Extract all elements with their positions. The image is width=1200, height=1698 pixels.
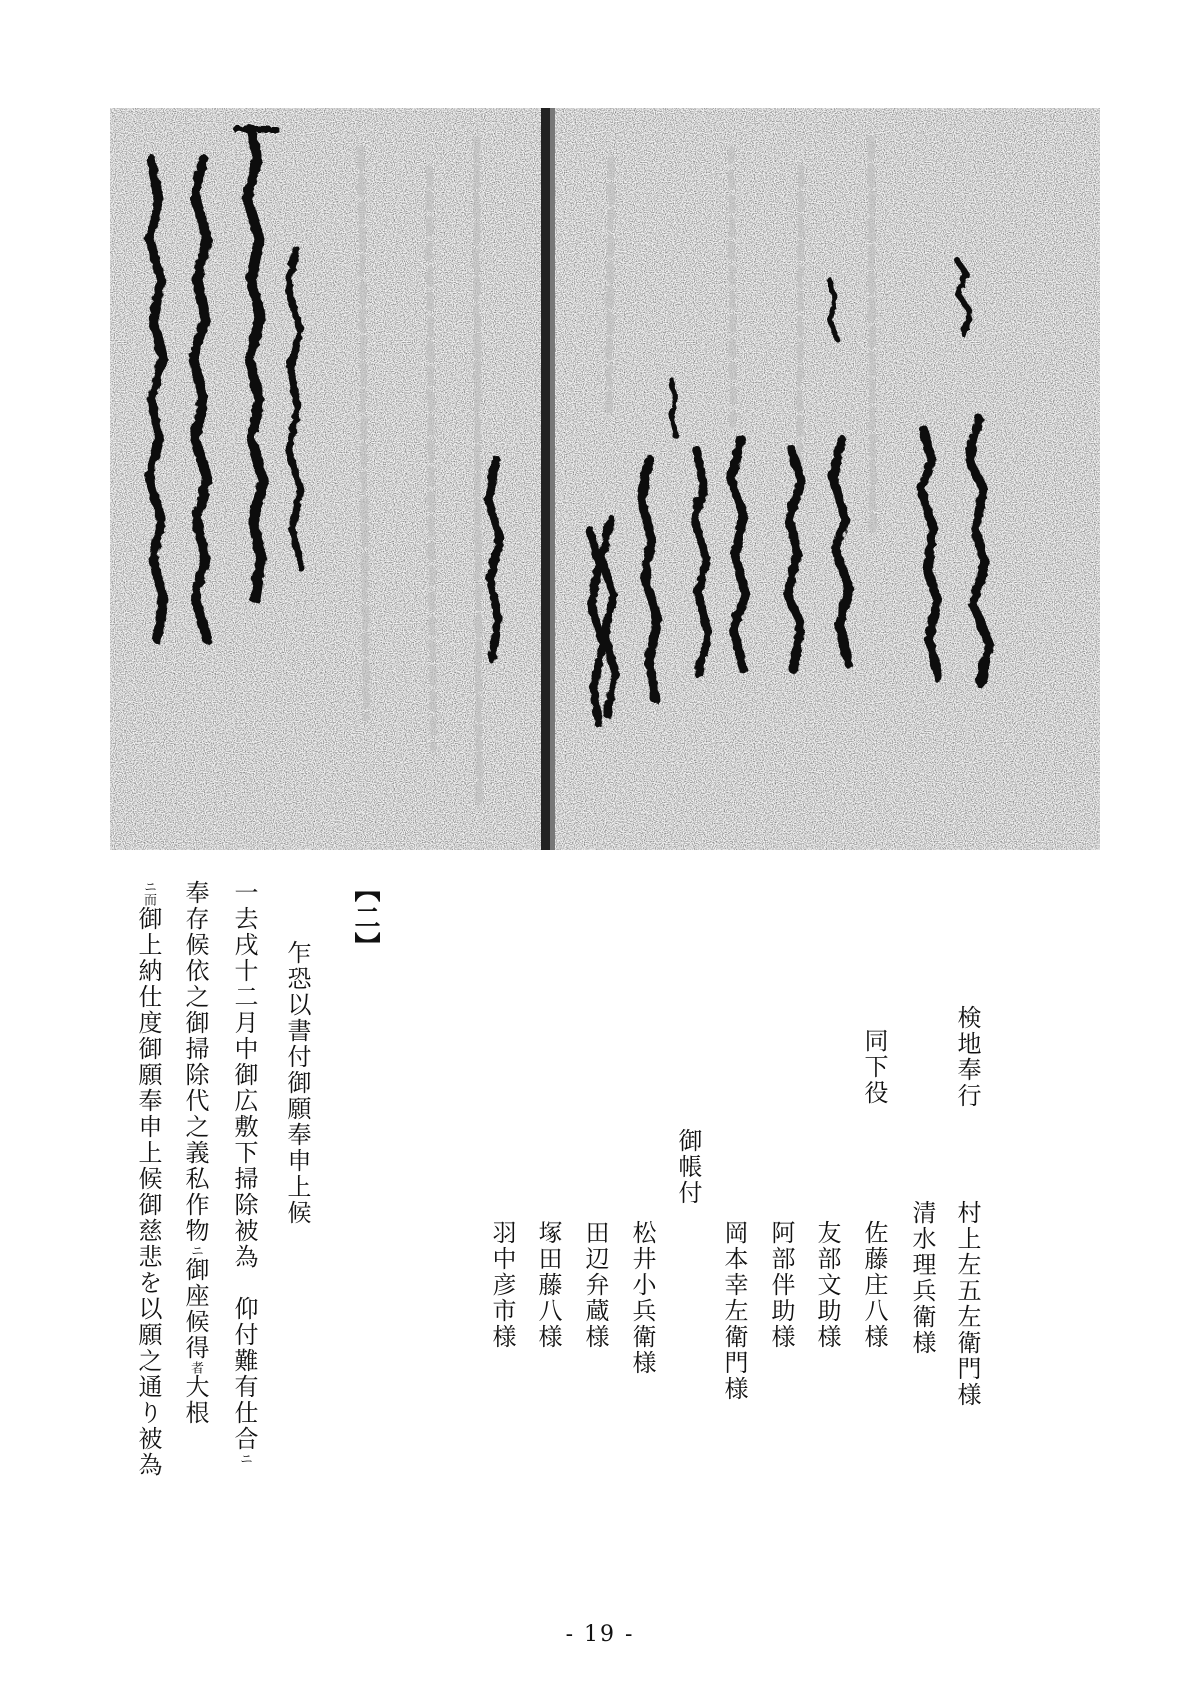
name-matsui: 松井小兵衛様	[628, 1220, 656, 1376]
petition-line-2-small-2: 者	[188, 1361, 203, 1374]
section-label: 【二】	[350, 876, 380, 960]
name-okamoto: 岡本幸左衛門様	[720, 1220, 748, 1402]
petition-line-3-small: ニ而	[141, 880, 156, 906]
name-tomobe: 友部文助様	[813, 1220, 841, 1350]
petition-line-2-text-c: 大根	[181, 1374, 209, 1426]
petition-line-1-text: 一去戌十二月中御広敷下掃除被為 仰付難有仕合	[230, 880, 258, 1452]
title-kenchi-bugyo: 検地奉行	[953, 1005, 981, 1109]
petition-line-1-small: ニ	[237, 1452, 252, 1465]
title-do-shitayaku: 同下役	[860, 1028, 888, 1106]
name-murakami: 村上左五左衛門様	[953, 1200, 981, 1408]
name-shimizu: 清水理兵衛様	[908, 1200, 936, 1356]
petition-line-2-small-1: ニ	[188, 1244, 203, 1257]
petition-line-3	[136, 880, 160, 1478]
name-abe: 阿部伴助様	[767, 1220, 795, 1350]
petition-line-3-text: 御上納仕度御願奉申上候御慈悲を以願之通り被為	[134, 906, 162, 1478]
petition-heading: 乍恐以書付御願奉申上候	[283, 940, 311, 1226]
name-tanabe: 田辺弁蔵様	[581, 1220, 609, 1350]
title-ochotsuke: 御帳付	[674, 1128, 702, 1206]
name-sato: 佐藤庄八様	[860, 1220, 888, 1350]
petition-line-2	[183, 880, 207, 1426]
petition-line-2-text-b: 御座候得	[181, 1257, 209, 1361]
petition-line-2-text-a: 奉存候依之御掃除代之義私作物	[181, 880, 209, 1244]
petition-line-1	[232, 880, 256, 1465]
name-hanaka: 羽中彦市様	[488, 1220, 516, 1350]
page-number: - 19 -	[565, 1622, 635, 1647]
manuscript-photo	[110, 108, 1100, 850]
name-tsukada: 塚田藤八様	[534, 1220, 562, 1350]
manuscript-scan-image	[110, 108, 1100, 850]
